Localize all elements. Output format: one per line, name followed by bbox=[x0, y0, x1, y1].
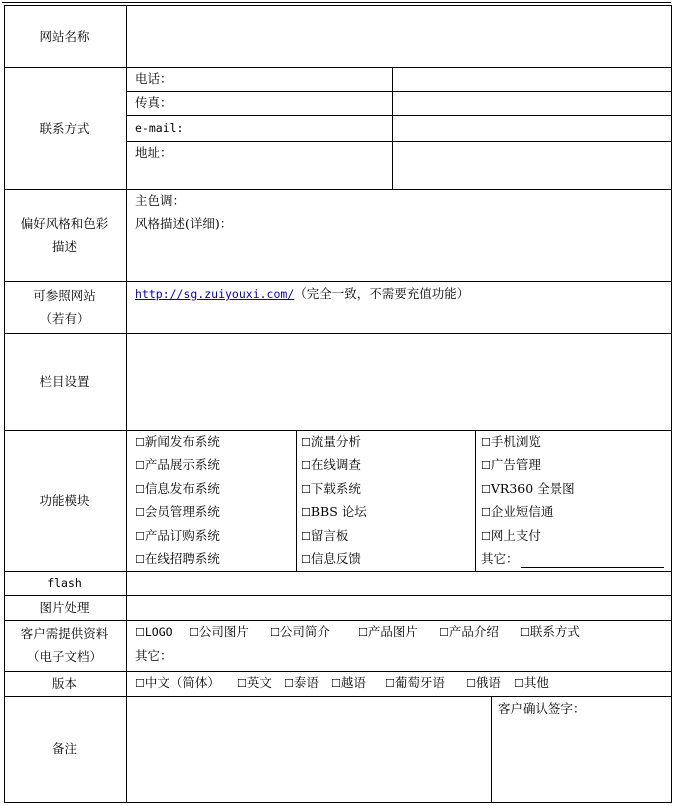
function-option[interactable]: ☐广告管理 bbox=[481, 457, 541, 472]
version-option[interactable]: ☐俄语 bbox=[466, 675, 501, 690]
label-style bbox=[4, 212, 125, 258]
checkbox-icon[interactable]: ☐ bbox=[284, 677, 294, 690]
checkbox-icon[interactable]: ☐ bbox=[135, 459, 145, 472]
checkbox-icon[interactable]: ☐ bbox=[331, 677, 341, 690]
function-option[interactable]: ☐企业短信通 bbox=[481, 504, 554, 519]
label-columns: 栏目设置 bbox=[39, 374, 90, 389]
flash-field[interactable] bbox=[127, 572, 671, 595]
contact-email-label: e-mail: bbox=[135, 121, 184, 135]
checkbox-icon[interactable]: ☐ bbox=[301, 436, 311, 449]
checkbox-icon[interactable]: ☐ bbox=[237, 677, 247, 690]
label-materials bbox=[4, 622, 125, 668]
function-option[interactable]: ☐在线招聘系统 bbox=[135, 551, 220, 566]
checkbox-icon[interactable]: ☐ bbox=[481, 506, 491, 519]
checkbox-icon[interactable]: ☐ bbox=[481, 436, 491, 449]
checkbox-icon[interactable]: ☐ bbox=[135, 626, 145, 639]
checkbox-icon[interactable]: ☐ bbox=[481, 530, 491, 543]
label-site-name: 网站名称 bbox=[39, 29, 90, 44]
material-option[interactable]: ☐产品图片 bbox=[358, 624, 418, 639]
function-option[interactable]: ☐网上支付 bbox=[481, 528, 541, 543]
reference-note: （完全一致，不需要充值功能） bbox=[294, 286, 470, 301]
label-contact: 联系方式 bbox=[39, 121, 90, 136]
function-option[interactable]: ☐新闻发布系统 bbox=[135, 434, 220, 449]
label-image: 图片处理 bbox=[39, 600, 90, 615]
right-border bbox=[671, 5, 672, 803]
material-option[interactable]: ☐LOGO bbox=[135, 625, 173, 639]
function-option[interactable]: ☐产品订购系统 bbox=[135, 528, 220, 543]
label-style-line1: 偏好风格和色彩 bbox=[20, 216, 109, 231]
checkbox-icon[interactable]: ☐ bbox=[358, 626, 368, 639]
function-option[interactable]: ☐流量分析 bbox=[301, 434, 361, 449]
col-line bbox=[296, 430, 297, 571]
version-option[interactable]: ☐泰语 bbox=[284, 675, 319, 690]
checkbox-icon[interactable]: ☐ bbox=[135, 677, 145, 690]
checkbox-icon[interactable]: ☐ bbox=[481, 459, 491, 472]
version-option[interactable]: ☐葡萄牙语 bbox=[385, 675, 445, 690]
image-field[interactable] bbox=[127, 596, 671, 620]
col-line bbox=[475, 430, 476, 571]
top-rule bbox=[2, 2, 671, 3]
contact-fax-field[interactable] bbox=[393, 92, 671, 115]
col-line bbox=[491, 696, 492, 803]
material-option[interactable]: ☐联系方式 bbox=[520, 624, 580, 639]
function-option[interactable]: ☐会员管理系统 bbox=[135, 504, 220, 519]
checkbox-icon[interactable]: ☐ bbox=[301, 506, 311, 519]
checkbox-icon[interactable]: ☐ bbox=[301, 459, 311, 472]
row-line bbox=[4, 802, 672, 803]
label-version: 版本 bbox=[51, 676, 77, 691]
label-flash: flash bbox=[47, 576, 82, 590]
function-option[interactable]: ☐BBS 论坛 bbox=[301, 504, 367, 519]
contact-fax-label: 传真： bbox=[135, 95, 173, 110]
function-option[interactable]: ☐信息反馈 bbox=[301, 551, 361, 566]
label-reference bbox=[4, 284, 125, 330]
checkbox-icon[interactable]: ☐ bbox=[135, 506, 145, 519]
function-option[interactable]: ☐信息发布系统 bbox=[135, 481, 220, 496]
style-description: 风格描述(详细)： bbox=[135, 216, 233, 231]
reference-url-link[interactable]: http://sg.zuiyouxi.com/ bbox=[135, 287, 295, 301]
row-line bbox=[4, 620, 672, 621]
checkbox-icon[interactable]: ☐ bbox=[439, 626, 449, 639]
style-main-color: 主色调： bbox=[135, 193, 186, 208]
row-line bbox=[4, 430, 672, 431]
contact-phone-field[interactable] bbox=[393, 68, 671, 91]
checkbox-icon[interactable]: ☐ bbox=[514, 677, 524, 690]
function-option[interactable]: ☐VR360 全景图 bbox=[481, 481, 575, 496]
label-style-line2: 描述 bbox=[51, 239, 77, 254]
function-option[interactable]: ☐下载系统 bbox=[301, 481, 361, 496]
signature-label: 客户确认签字： bbox=[498, 701, 586, 716]
row-line bbox=[4, 281, 672, 282]
function-option[interactable]: ☐手机浏览 bbox=[481, 434, 541, 449]
version-option[interactable]: ☐中文（简体） bbox=[135, 675, 220, 690]
material-option[interactable]: ☐公司简介 bbox=[270, 624, 330, 639]
checkbox-icon[interactable]: ☐ bbox=[135, 483, 145, 496]
material-option[interactable]: ☐公司图片 bbox=[189, 624, 249, 639]
label-materials-line1: 客户需提供资料 bbox=[20, 626, 109, 641]
version-option[interactable]: ☐越语 bbox=[331, 675, 366, 690]
version-option[interactable]: ☐英文 bbox=[237, 675, 272, 690]
function-option[interactable]: ☐留言板 bbox=[301, 528, 349, 543]
label-reference-line2: （若有） bbox=[39, 311, 90, 326]
checkbox-icon[interactable]: ☐ bbox=[135, 530, 145, 543]
checkbox-icon[interactable]: ☐ bbox=[301, 530, 311, 543]
checkbox-icon[interactable]: ☐ bbox=[520, 626, 530, 639]
checkbox-icon[interactable]: ☐ bbox=[270, 626, 280, 639]
label-reference-line1: 可参照网站 bbox=[33, 288, 96, 303]
reference-line bbox=[135, 285, 469, 303]
label-materials-line2: （电子文档） bbox=[26, 649, 102, 664]
function-other-input[interactable] bbox=[521, 567, 664, 568]
checkbox-icon[interactable]: ☐ bbox=[301, 553, 311, 566]
checkbox-icon[interactable]: ☐ bbox=[135, 553, 145, 566]
contact-address-label: 地址： bbox=[135, 145, 173, 160]
contact-phone-label: 电话： bbox=[135, 71, 173, 86]
function-option[interactable]: ☐在线调查 bbox=[301, 457, 361, 472]
material-option[interactable]: ☐产品介绍 bbox=[439, 624, 499, 639]
material-other-label: 其它： bbox=[135, 648, 173, 663]
notes-field[interactable] bbox=[127, 697, 491, 802]
checkbox-icon[interactable]: ☐ bbox=[135, 436, 145, 449]
contact-email-field[interactable] bbox=[393, 116, 671, 141]
version-option[interactable]: ☐其他 bbox=[514, 675, 549, 690]
row-line bbox=[4, 189, 672, 190]
checkbox-icon[interactable]: ☐ bbox=[189, 626, 199, 639]
function-other-label: 其它： bbox=[481, 551, 519, 566]
function-option[interactable]: ☐产品展示系统 bbox=[135, 457, 220, 472]
label-functions: 功能模块 bbox=[39, 493, 90, 508]
row-line bbox=[4, 5, 672, 6]
contact-address-field[interactable] bbox=[393, 142, 671, 189]
checkbox-icon[interactable]: ☐ bbox=[385, 677, 395, 690]
columns-setting-area[interactable] bbox=[127, 334, 671, 430]
checkbox-icon[interactable]: ☐ bbox=[301, 483, 311, 496]
label-notes: 备注 bbox=[51, 741, 77, 756]
checkbox-icon[interactable]: ☐ bbox=[466, 677, 476, 690]
checkbox-icon[interactable]: ☐ bbox=[481, 483, 491, 496]
